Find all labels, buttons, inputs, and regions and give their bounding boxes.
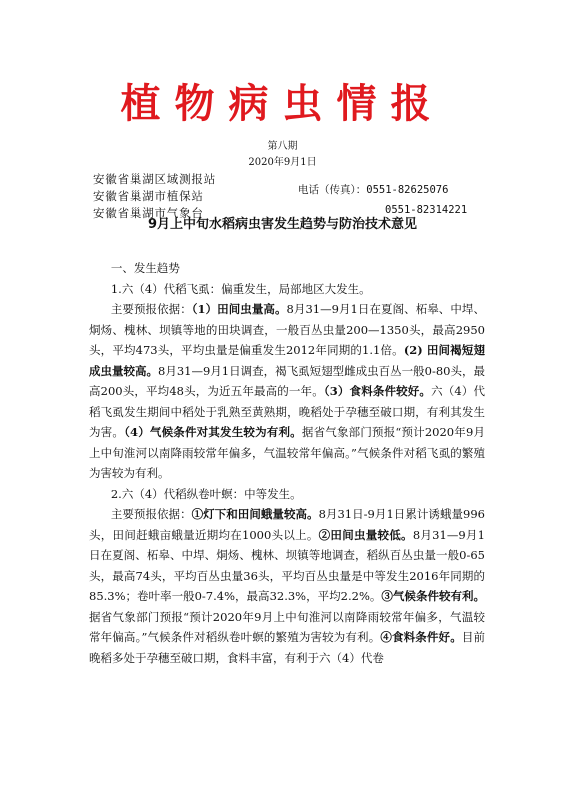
org-name: 安徽省巢湖市气象台 <box>93 206 204 220</box>
item-name: 六（4）代稻纵卷叶螟： <box>121 486 245 501</box>
phone-number: 0551-82314221 <box>385 204 468 216</box>
issue-date: 2020年9月1日 <box>248 157 317 168</box>
section-heading: 一、发生趋势 <box>110 261 180 275</box>
reason-lead: ④食料条件好。 <box>380 630 462 644</box>
reason-lead: ②田间虫量较低。 <box>318 527 413 542</box>
item-verdict: 偏重发生，局部地区大发生。 <box>221 281 371 296</box>
item-name: 六（4）代稻飞虱： <box>121 281 222 296</box>
reason-lead: (2) 田间褐短翅成虫量较高。 <box>89 343 485 378</box>
item-verdict: 中等发生。 <box>244 486 302 501</box>
reason-lead: ①灯下和田间蛾量较高。 <box>191 507 319 521</box>
issuing-organizations <box>93 171 216 222</box>
contact-info <box>298 180 467 220</box>
item-heading: 2.六（4）代稻纵卷叶螟：中等发生。 <box>110 486 302 501</box>
reason-lead: （3）食料条件较好。 <box>323 384 432 398</box>
reason-lead: ③气候条件较有利。 <box>381 589 486 603</box>
reason-lead: （1）田间虫量高。 <box>191 302 287 316</box>
paragraph: 主要预报依据：①灯下和田间蛾量较高。8月31日-9月1日累计诱蛾量996头，田间赶蛾亩蛾量近期均在1000头以上。②田间虫量较低。8月31—9月1日在夏阁、柘皋、中垾、烔炀、槐林、坝镇等地调查，稻纵百丛虫量一般0-65头，最高74头，平均百丛虫量36头，平均百丛虫量是中等发生2016年同期的85.3%；卷叶率一般0-7.4%，最高32.3%，平均2.2%。③气候条件较有利。据省气象部门预报“预计2020年9月上中旬淮河以南降雨较常年偏多，气温较常年偏高。”气候条件对稻纵卷叶螟的繁殖为害较为有利。④食料条件好。目前晚稻多处于孕穗至破口期，食料丰富，有利于六（4）代卷 <box>89 507 486 665</box>
item-heading: 1.六（4）代稻飞虱：偏重发生，局部地区大发生。 <box>110 281 371 296</box>
document-title: 9月上中旬水稻病虫害发生趋势与防治技术意见 <box>147 217 418 232</box>
contact-label: 电话（传真）： <box>298 184 367 196</box>
paragraph: 主要预报依据：（1）田间虫量高。8月31—9月1日在夏阁、柘皋、中垾、烔炀、槐林、坝镇等地的田块调查，一般百丛虫量200—1350头，最高2950头，平均473头，平均虫量是偏重发生2012年同期的1.1倍。(2) 田间褐短翅成虫量较高。8月31—9月1日调查，褐飞虱短翅型雌成虫百丛一般0-80头，最高200头，平均48头，为近五年最高的一年。（3）食料条件较好。六（4）代稻飞虱发生期间中稻处于乳熟至黄熟期，晚稻处于孕穗至破口期，有利其发生为害。（4）气候条件对其发生较为有利。据省气象部门预报“预计2020年9月上中旬淮河以南降雨较常年偏多，气温较常年偏高。”气候条件对稻飞虱的繁殖为害较为有利。 <box>89 302 486 480</box>
phone-number: 0551-82625076 <box>366 184 449 196</box>
document-body <box>89 258 485 668</box>
org-name: 安徽省巢湖市植保站 <box>93 189 204 203</box>
masthead-title: 植物病虫情报 <box>120 80 445 127</box>
issue-number: 第八期 <box>267 141 298 152</box>
org-name: 安徽省巢湖区域测报站 <box>93 172 216 186</box>
reason-lead: （4）气候条件对其发生较为有利。 <box>124 425 302 439</box>
